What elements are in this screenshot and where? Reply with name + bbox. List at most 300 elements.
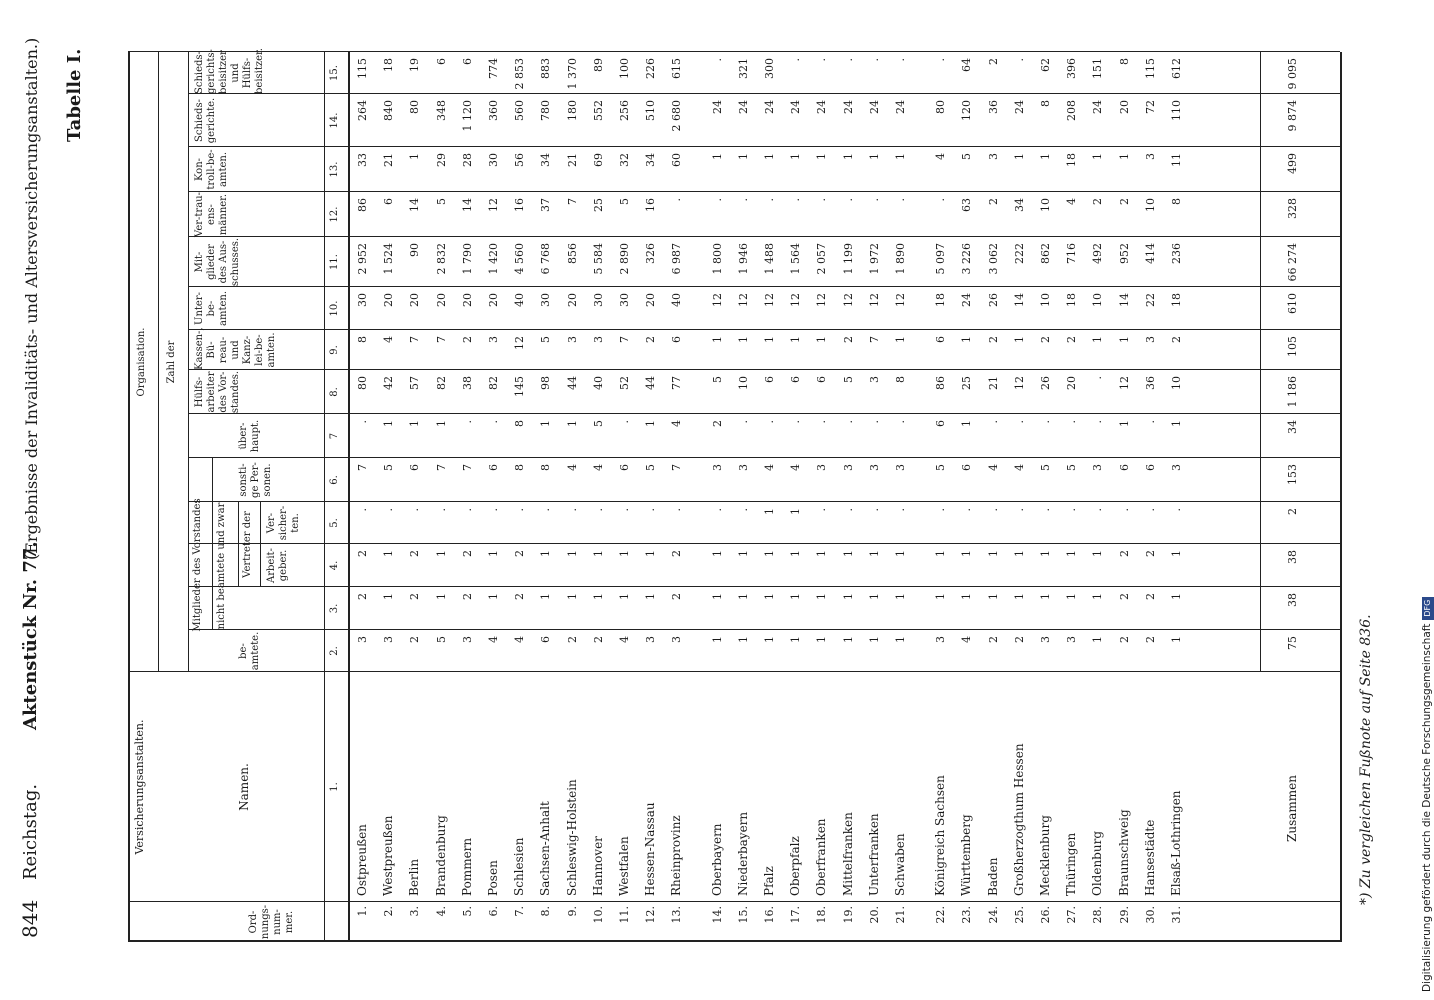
header-unterbeamten: Unter-be-amten. <box>194 291 229 326</box>
row-value: 10 <box>1091 293 1105 307</box>
row-name: Rheinprovinz <box>669 815 684 896</box>
row-value: . <box>434 508 448 512</box>
row-value: . <box>710 508 724 512</box>
row-value: 14 <box>408 198 422 212</box>
total-value: 328 <box>1286 198 1299 219</box>
row-name: Pfalz <box>762 866 776 896</box>
row-value: 2 <box>408 593 422 600</box>
row-value: 115 <box>356 58 369 79</box>
row-value: 24 <box>894 100 907 114</box>
row-name: Niederbayern <box>735 811 750 896</box>
row-number: 9. <box>565 906 579 917</box>
row-value: 2 <box>1012 636 1026 643</box>
dfg-logo: DFG <box>1422 597 1434 620</box>
row-value: 2 057 <box>815 243 829 275</box>
row-value: 3 <box>565 336 579 343</box>
row-value: 5 097 <box>934 243 948 275</box>
row-value: 4 <box>513 636 527 643</box>
row-value: 552 <box>591 100 605 121</box>
row-value: 5 <box>618 198 631 205</box>
row-value: 115 <box>1143 58 1157 79</box>
row-value: 2 <box>1170 336 1183 343</box>
row-value: 1 <box>894 153 907 160</box>
row-value: 29 <box>434 153 448 167</box>
row-number: 3. <box>408 906 422 917</box>
row-value: 25 <box>960 376 974 390</box>
row-value: 1 <box>539 550 553 557</box>
row-value: 1 <box>408 153 422 160</box>
row-value: 44 <box>565 376 579 390</box>
row-value: 40 <box>513 293 527 307</box>
page-source: Reichstag. <box>20 783 41 880</box>
row-value: 1 <box>565 420 579 427</box>
row-value: 6 <box>960 464 974 471</box>
row-name: Schwaben <box>893 833 907 896</box>
row-value: 180 <box>565 100 579 121</box>
row-value: 1 <box>1117 420 1131 427</box>
row-value: 21 <box>382 153 396 167</box>
row-value: 1 <box>1065 550 1079 557</box>
row-value: 2 <box>1065 336 1079 343</box>
row-number: 8. <box>539 906 553 917</box>
row-value: . <box>894 420 907 424</box>
column-number: 8. <box>329 387 340 397</box>
row-value: 151 <box>1091 58 1105 79</box>
column-number: 5. <box>329 518 340 528</box>
row-rule <box>348 52 350 942</box>
row-number: 20. <box>867 906 881 924</box>
row-value: 1 <box>736 336 750 343</box>
header-schiedsgerichte: Schieds-gerichte. <box>194 97 217 144</box>
column-number: 10. <box>329 300 340 317</box>
row-value: 8 <box>356 336 369 343</box>
total-value: 38 <box>1286 593 1299 607</box>
row-value: 1 <box>1012 593 1026 600</box>
row-value: 37 <box>539 198 553 212</box>
row-value: 90 <box>408 243 422 257</box>
row-name: Posen <box>486 860 500 896</box>
row-rule <box>1340 52 1342 942</box>
row-name: Oldenburg <box>1090 830 1105 896</box>
header-ueberhaupt: über-haupt. <box>238 419 261 453</box>
row-value: 1 <box>841 593 855 600</box>
row-value: 1 524 <box>382 243 396 275</box>
row-value: 6 <box>539 636 553 643</box>
row-value: 3 <box>986 153 1000 160</box>
row-value: 64 <box>960 58 974 72</box>
row-value: 12 <box>867 293 881 307</box>
row-value: 300 <box>763 58 776 79</box>
row-value: 20 <box>408 293 422 307</box>
row-value: 321 <box>736 58 750 79</box>
row-value: 3 <box>670 636 684 643</box>
row-value: 38 <box>460 376 474 390</box>
row-value: 7 <box>356 464 369 471</box>
row-name: Westfalen <box>617 836 631 896</box>
row-value: 40 <box>591 376 605 390</box>
row-name: Oberbayern <box>709 823 724 896</box>
row-value: . <box>670 198 684 202</box>
row-value: 3 <box>736 464 750 471</box>
row-value: . <box>1091 376 1105 380</box>
row-value: . <box>789 198 803 202</box>
row-value: 1 <box>815 153 829 160</box>
row-value: 1 <box>710 636 724 643</box>
row-rule <box>1260 52 1261 672</box>
row-value: 3 <box>460 636 474 643</box>
row-value: 6 <box>763 376 776 383</box>
row-value: 14 <box>1117 293 1131 307</box>
row-value: 3 <box>487 336 500 343</box>
row-value: 1 <box>960 420 974 427</box>
row-value: 1 <box>1170 420 1183 427</box>
row-value: 1 <box>1039 593 1052 600</box>
row-number: 13. <box>670 906 684 924</box>
row-number: 22. <box>934 906 948 924</box>
row-name: Oberpfalz <box>788 836 803 896</box>
column-number: 11. <box>329 254 340 270</box>
row-value: 1 <box>1117 153 1131 160</box>
row-value: 26 <box>986 293 1000 307</box>
row-value: . <box>1091 420 1105 424</box>
row-value: 2 <box>644 336 658 343</box>
row-value: 8 <box>539 464 553 471</box>
row-value: 6 <box>815 376 829 383</box>
row-value: 6 <box>934 420 948 427</box>
row-value: . <box>539 508 553 512</box>
row-value: 24 <box>1012 100 1026 114</box>
row-value: 7 <box>565 198 579 205</box>
row-value: 1 <box>986 593 1000 600</box>
row-value: 5 <box>1065 464 1079 471</box>
row-name: Unterfranken <box>866 813 881 896</box>
row-value: 2 <box>356 550 369 557</box>
row-value: 2 <box>460 593 474 600</box>
row-value: 100 <box>618 58 631 79</box>
row-value: 10 <box>1170 376 1183 390</box>
total-label: Zusammen <box>1285 775 1299 842</box>
row-value: 20 <box>1117 100 1131 114</box>
row-value: 226 <box>644 58 658 79</box>
row-value: 25 <box>591 198 605 212</box>
row-value: 1 <box>763 336 776 343</box>
row-value: 1 <box>1012 336 1026 343</box>
row-value: 3 <box>894 464 907 471</box>
row-rule <box>238 502 239 587</box>
row-value: 2 <box>1143 593 1157 600</box>
row-name: Hannover <box>590 836 605 896</box>
row-value: 6 <box>460 58 474 65</box>
row-name: Sachsen-Anhalt <box>538 801 553 896</box>
row-value: 2 <box>1143 636 1157 643</box>
row-value: 30 <box>618 293 631 307</box>
row-value: 24 <box>789 100 803 114</box>
row-value: 2 <box>841 336 855 343</box>
row-value: 34 <box>644 153 658 167</box>
row-value: 264 <box>356 100 369 121</box>
row-value: 774 <box>487 58 500 79</box>
row-value: 2 <box>710 420 724 427</box>
header-beamtete: be-amtete. <box>238 631 261 671</box>
row-value: 1 <box>960 336 974 343</box>
row-value: 77 <box>670 376 684 390</box>
row-value: 3 <box>356 636 369 643</box>
row-value: 16 <box>513 198 527 212</box>
row-number: 25. <box>1012 906 1026 924</box>
row-value: . <box>1091 508 1105 512</box>
row-value: 3 <box>710 464 724 471</box>
row-value: 2 <box>460 336 474 343</box>
row-value: . <box>894 58 907 62</box>
row-value: 8 <box>1039 100 1052 107</box>
row-value: 4 <box>618 636 631 643</box>
row-value: 72 <box>1143 100 1157 114</box>
side-note-text: Digitalisierung gefördert durch die Deutsche Forschungsgemeinschaft <box>1421 623 1433 992</box>
row-value: 2 890 <box>618 243 631 275</box>
row-number: 17. <box>789 906 803 924</box>
row-value: 2 <box>513 593 527 600</box>
row-name: Thüringen <box>1064 832 1079 896</box>
row-value: 1 <box>408 420 422 427</box>
row-value: 10 <box>736 376 750 390</box>
row-value: . <box>841 58 855 62</box>
row-value: 3 <box>1143 336 1157 343</box>
row-value: 1 <box>736 593 750 600</box>
column-number: 12. <box>329 206 340 223</box>
row-value: 18 <box>1065 293 1079 307</box>
row-value: 1 <box>1170 593 1183 600</box>
row-value: 236 <box>1170 243 1183 264</box>
row-value: 4 <box>1065 198 1079 205</box>
row-value: 1 <box>934 550 948 557</box>
row-value: 6 <box>382 198 396 205</box>
row-value: 18 <box>1065 153 1079 167</box>
row-value: 14 <box>460 198 474 212</box>
row-value: 5 584 <box>591 243 605 275</box>
row-value: 1 <box>539 593 553 600</box>
row-value: 3 <box>841 464 855 471</box>
header-zahl-der: Zahl der <box>166 340 177 384</box>
document-title: Aktenstück Nr. 77. <box>20 541 41 730</box>
row-value: . <box>763 198 776 202</box>
row-value: . <box>736 198 750 202</box>
row-value: . <box>1012 58 1026 62</box>
row-value: . <box>815 198 829 202</box>
row-value: 6 <box>789 376 803 383</box>
row-value: 60 <box>670 153 684 167</box>
row-value: . <box>789 420 803 424</box>
total-value: 9 874 <box>1286 100 1299 132</box>
row-value: 1 <box>382 550 396 557</box>
row-value: 6 <box>408 464 422 471</box>
header-organisation: Organisation. <box>136 327 147 397</box>
row-value: 1 <box>789 153 803 160</box>
header-ordnum: Ord-nungs-num-mer. <box>248 904 295 940</box>
total-value: 105 <box>1286 336 1299 357</box>
row-value: 24 <box>841 100 855 114</box>
total-value: 1 186 <box>1286 376 1299 408</box>
total-value: 610 <box>1286 293 1299 314</box>
header-kontrollbeamten: Kon-troll-be-amten. <box>194 149 229 190</box>
row-value: 1 <box>644 593 658 600</box>
row-value: 24 <box>763 100 776 114</box>
row-value: 396 <box>1065 58 1079 79</box>
total-value: 66 274 <box>1286 243 1299 282</box>
row-value: 1 <box>565 593 579 600</box>
row-value: 716 <box>1065 243 1079 264</box>
row-number: 12. <box>644 906 658 924</box>
row-number: 27. <box>1065 906 1079 924</box>
row-value: 19 <box>408 58 422 72</box>
row-value: 1 <box>644 550 658 557</box>
row-value: 1 <box>841 153 855 160</box>
row-value: . <box>736 508 750 512</box>
row-value: 1 <box>815 636 829 643</box>
header-sonstige: sonsti-ge Per-sonen. <box>238 462 273 498</box>
row-value: 5 <box>934 464 948 471</box>
row-value: 20 <box>565 293 579 307</box>
row-value: 145 <box>513 376 527 397</box>
row-value: 4 <box>763 464 776 471</box>
row-value: 6 <box>670 336 684 343</box>
row-value: 6 <box>1143 464 1157 471</box>
row-value: 1 <box>789 550 803 557</box>
row-name: Schlesien <box>512 837 527 896</box>
row-number: 30. <box>1143 906 1157 924</box>
row-value: 5 <box>710 376 724 383</box>
row-value: 34 <box>1012 198 1026 212</box>
row-value: 6 <box>434 58 448 65</box>
header-mitglieder: Mitglieder des Vorstandes <box>192 498 203 632</box>
row-value: 952 <box>1117 243 1131 264</box>
row-value: 16 <box>644 198 658 212</box>
row-value: 1 <box>815 336 829 343</box>
row-value: 326 <box>644 243 658 264</box>
row-value: 1 488 <box>763 243 776 275</box>
row-value: 883 <box>539 58 553 79</box>
row-value: 6 <box>487 464 500 471</box>
row-value: 5 <box>434 198 448 205</box>
row-value: 36 <box>1143 376 1157 390</box>
row-value: 2 <box>1117 550 1131 557</box>
row-value: 82 <box>434 376 448 390</box>
column-number: 3. <box>329 603 340 614</box>
row-value: 12 <box>815 293 829 307</box>
page-number: 844 <box>18 899 42 938</box>
row-value: . <box>934 198 948 202</box>
row-value: 1 <box>736 550 750 557</box>
row-value: 5 <box>539 336 553 343</box>
row-name: Mittelfranken <box>840 812 855 896</box>
row-value: 1 120 <box>460 100 474 132</box>
row-value: 18 <box>382 58 396 72</box>
row-value: 1 <box>736 153 750 160</box>
row-value: 1 <box>867 636 881 643</box>
row-value: . <box>1170 508 1183 512</box>
row-value: 11 <box>1170 153 1183 167</box>
header-nicht-beamtete: nicht beamtete und zwar <box>216 502 227 630</box>
row-value: 4 <box>670 420 684 427</box>
row-name: Pommern <box>459 837 474 896</box>
row-value: 110 <box>1170 100 1183 121</box>
row-value: 12 <box>1117 376 1131 390</box>
row-value: . <box>986 508 1000 512</box>
row-value: 12 <box>487 198 500 212</box>
row-value: . <box>867 420 881 424</box>
row-value: 2 832 <box>434 243 448 275</box>
row-value: 1 <box>487 550 500 557</box>
row-value: 24 <box>710 100 724 114</box>
row-value: . <box>867 508 881 512</box>
row-value: 1 <box>841 550 855 557</box>
total-value: 75 <box>1286 636 1299 650</box>
row-value: 20 <box>460 293 474 307</box>
row-value: 12 <box>894 293 907 307</box>
header-ausschuss: Mit-glieder des Aus-schusses. <box>194 237 241 287</box>
row-rule <box>158 52 159 672</box>
row-value: 20 <box>434 293 448 307</box>
row-value: 862 <box>1039 243 1052 264</box>
row-value: 1 <box>1012 153 1026 160</box>
row-rule <box>128 52 130 942</box>
row-value: 1 <box>644 420 658 427</box>
row-value: 3 <box>382 636 396 643</box>
row-value: 1 <box>565 550 579 557</box>
row-value: 44 <box>644 376 658 390</box>
column-number: 1. <box>329 782 340 792</box>
row-value: . <box>763 420 776 424</box>
row-value: . <box>894 198 907 202</box>
row-value: . <box>1143 420 1157 424</box>
row-value: . <box>460 508 474 512</box>
row-value: 32 <box>618 153 631 167</box>
row-value: . <box>1012 508 1026 512</box>
row-value: . <box>841 420 855 424</box>
row-value: 2 <box>1117 636 1131 643</box>
row-value: . <box>618 420 631 424</box>
row-value: 82 <box>487 376 500 390</box>
row-value: 1 <box>539 420 553 427</box>
row-value: 1 <box>815 593 829 600</box>
row-number: 11. <box>618 906 631 924</box>
footnote: *) Zu vergleichen Fußnote auf Seite 836. <box>1358 614 1374 905</box>
row-value: 1 <box>382 593 396 600</box>
row-value: 2 <box>1117 593 1131 600</box>
row-rule <box>212 458 213 630</box>
row-value: 12 <box>841 293 855 307</box>
row-value: . <box>1039 508 1052 512</box>
row-value: . <box>710 58 724 62</box>
row-value: 7 <box>670 464 684 471</box>
row-value: 1 <box>710 153 724 160</box>
column-rule <box>128 671 1340 672</box>
row-value: 1 <box>434 550 448 557</box>
column-number: 13. <box>329 161 340 178</box>
row-value: 89 <box>591 58 605 72</box>
row-value: 12 <box>710 293 724 307</box>
row-value: 1 <box>1170 550 1183 557</box>
row-value: 1 <box>1065 593 1079 600</box>
header-group: Versicherungsanstalten. <box>133 719 146 855</box>
row-value: 1 <box>763 550 776 557</box>
table-label: Tabelle I. <box>64 48 85 142</box>
row-value: 3 <box>591 336 605 343</box>
row-value: 2 <box>986 636 1000 643</box>
row-value: . <box>356 508 369 512</box>
row-value: . <box>815 58 829 62</box>
row-value: 30 <box>539 293 553 307</box>
row-value: 1 <box>894 550 907 557</box>
